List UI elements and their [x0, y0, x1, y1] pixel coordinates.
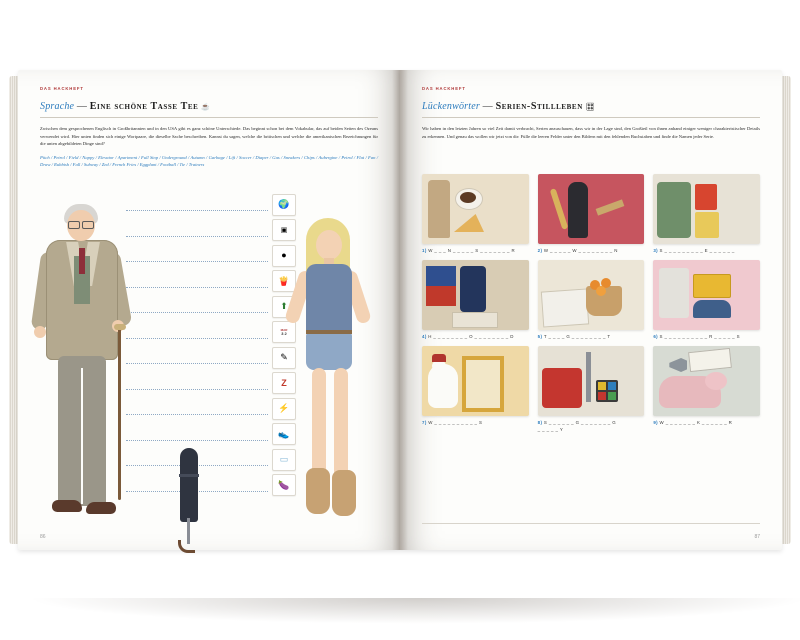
right-page: [400, 70, 782, 550]
answer-line[interactable]: [126, 224, 268, 237]
illustration-young-woman: [276, 218, 386, 548]
right-section-kicker: Lückenwörter: [422, 101, 480, 112]
puzzle-blank-text-3: S _ _ _ _ _ _ _ _ _ E _ _ _ _ _ _: [659, 248, 735, 253]
woman-leg-left: [312, 368, 326, 478]
lightning-icon: ⚡: [272, 398, 296, 420]
elevator-icon: ▣: [272, 219, 296, 241]
puzzle-cell: [422, 346, 529, 432]
gilded-frame-shape: [462, 356, 504, 412]
left-section-heading: [40, 101, 378, 112]
answer-line[interactable]: [126, 377, 268, 390]
orange-shape: [596, 286, 606, 296]
left-section-title: Eine schöne Tasse Tee: [89, 101, 199, 112]
traffic-sign-icon: ⬆: [272, 296, 296, 318]
answer-line[interactable]: [126, 275, 268, 288]
puzzle-blank-6[interactable]: [653, 334, 760, 339]
umbrella-handle: [178, 540, 195, 553]
puzzle-cell: [538, 346, 645, 432]
puzzle-image-9: [653, 346, 760, 416]
right-heading-dash: —: [479, 101, 496, 112]
book-spread: [18, 70, 782, 550]
answer-row[interactable]: [126, 345, 296, 371]
puzzle-image-2: [538, 174, 645, 244]
puzzle-image-4: [422, 260, 529, 330]
puzzle-number-8: 8): [537, 420, 543, 425]
answer-row[interactable]: [126, 371, 296, 397]
puzzle-number-1: 1): [422, 248, 427, 253]
sneaker-icon: 👟: [272, 423, 296, 445]
puzzle-cell: [422, 260, 529, 339]
right-heading-rule: [422, 117, 760, 118]
cereal-box-yellow-shape: [695, 212, 719, 238]
woman-boot-right: [332, 470, 356, 516]
left-intro-text: Zwischen dem gesprochenen Englisch in Großbritannien und in den USA gibt es ganz schöne Unterschiede. Das beginnt schon bei dem Vokabular, das auf beiden Seiten des Ozeans verwendet wird. Hier unten finden sich einige Wortpaare, die dieselbe Sache beschreiben. Kannst du sagen, welche die britischen und welche die amerikanischen Bezeichnungen für die unten abgebildeten Dinge sind?: [40, 126, 378, 147]
cube-tile-shape: [598, 392, 606, 400]
calendar-days: 3 2: [281, 330, 287, 336]
man-hand-left: [34, 326, 46, 338]
eggo-box-shape: [693, 274, 731, 298]
answer-row[interactable]: [126, 192, 296, 218]
puzzle-blank-8[interactable]: [538, 420, 645, 425]
book-drop-shadow: [26, 598, 800, 624]
man-glasses-left: [68, 221, 80, 229]
puzzle-blank-text-4: H _ _ _ _ _ _ _ _ O _ _ _ _ _ _ _ _ D: [428, 334, 514, 339]
cane-handle: [114, 324, 126, 330]
runhead-right: DAS HACKHEFT: [422, 86, 466, 91]
book-stack-shape: [452, 312, 498, 328]
trucker-cap-shape: [693, 300, 731, 318]
right-section-heading: [422, 101, 760, 112]
open-book: [18, 70, 782, 550]
answer-line[interactable]: [126, 198, 268, 211]
woman-face: [316, 230, 342, 260]
puzzle-blank-text-9: W _ _ _ _ _ _ _ K _ _ _ _ _ _ R: [659, 420, 733, 425]
flag-stripes-shape: [426, 286, 456, 306]
answer-row[interactable]: [126, 269, 296, 295]
black-circle-icon: ●: [272, 245, 296, 267]
answer-line[interactable]: [126, 300, 268, 313]
puzzle-blank-text-2: W _ _ _ _ _ W _ _ _ _ _ _ _ _ N: [543, 248, 618, 253]
puzzle-blank-8-line2[interactable]: _ _ _ _ _ Y: [537, 427, 564, 432]
puzzle-blank-2[interactable]: [538, 248, 645, 253]
puzzle-cell: [653, 346, 760, 432]
puzzle-image-6: [653, 260, 760, 330]
runhead-left: DAS HACKHEFT: [40, 86, 84, 91]
puzzle-number-6: 6): [653, 334, 659, 339]
answer-line[interactable]: [126, 351, 268, 364]
man-shoe-left: [52, 500, 82, 512]
globe-icon: 🌍: [272, 194, 296, 216]
woman-belt: [306, 330, 352, 334]
answer-row[interactable]: [126, 294, 296, 320]
left-heading-dash: —: [74, 101, 90, 112]
puzzle-blank-3[interactable]: [653, 248, 760, 253]
wooden-plank-shape: [595, 199, 624, 215]
coffee-liquid-shape: [460, 192, 476, 203]
answer-lines-column: [126, 192, 296, 498]
pencil-icon: ✎: [272, 347, 296, 369]
woman-tshirt: [306, 264, 352, 336]
page-edge-right: [782, 76, 791, 544]
open-notebook-shape: [540, 288, 588, 327]
answer-row[interactable]: [126, 320, 296, 346]
puzzle-blank-text-1: W _ _ _ N _ _ _ _ _ S _ _ _ _ _ _ _ R: [428, 248, 516, 253]
puzzle-cell: [653, 260, 760, 339]
cereal-box-red-shape: [695, 184, 717, 210]
shirt-shape: [659, 268, 689, 318]
puzzle-image-8: [538, 346, 645, 416]
man-tie: [79, 248, 85, 274]
right-intro-text: Wir haben in den letzten Jahren so viel Zeit damit verbracht, Serien anzuschauen, dass wir in der Lage sind, den Großteil von ihnen anhand einiger weniger charakteristischer Details zu erkennen. Und genau das wollen wir jetzt von dir: Fülle die leeren Felder unter den Bildern mit den fehlenden Buchstaben und finde die Namen jeder Serie.: [422, 126, 760, 139]
walking-cane: [118, 328, 121, 500]
left-section-kicker: Sprache: [40, 101, 75, 112]
answer-line[interactable]: [126, 249, 268, 262]
illustration-umbrella: [174, 448, 208, 552]
puzzle-blank-4[interactable]: [422, 334, 529, 339]
answer-row[interactable]: [126, 422, 296, 448]
answer-line[interactable]: [126, 402, 268, 415]
answer-row[interactable]: [126, 473, 296, 499]
puzzle-cell: [653, 174, 760, 253]
answer-row[interactable]: [126, 447, 296, 473]
umbrella-band: [179, 474, 199, 477]
green-jacket-shape: [657, 182, 691, 238]
trenchcoat-shape: [428, 180, 450, 238]
left-heading-rule: [40, 117, 378, 118]
puzzle-number-2: 2): [537, 248, 543, 253]
dark-robe-shape: [568, 182, 588, 238]
right-footer-rule: [422, 523, 760, 524]
puzzle-blank-1[interactable]: [422, 248, 529, 253]
puzzle-number-4: 4): [422, 334, 427, 339]
folio-left: 86: [40, 534, 46, 540]
folio-right: 87: [754, 534, 760, 540]
woman-leg-right: [334, 368, 348, 478]
answer-row[interactable]: [126, 243, 296, 269]
megaphone-shape: [669, 358, 687, 372]
answer-line[interactable]: [126, 428, 268, 441]
puzzle-cell: [422, 174, 529, 253]
cherry-pie-shape: [454, 214, 484, 232]
puzzle-cell: [538, 174, 645, 253]
puzzle-blank-text-7: W _ _ _ _ _ _ _ _ _ _ S: [428, 420, 483, 425]
pig-head-shape: [705, 372, 727, 390]
series-puzzle-grid: [422, 174, 760, 432]
puzzle-blank-text-5: T _ _ _ _ G _ _ _ _ _ _ _ _ T: [543, 334, 611, 339]
cube-tile-shape: [608, 392, 616, 400]
remote-control-icon: 🎛: [585, 103, 595, 111]
answer-row[interactable]: [126, 218, 296, 244]
puzzle-blank-9[interactable]: [653, 420, 760, 425]
cube-tile-shape: [598, 382, 606, 390]
puzzle-cell: [538, 260, 645, 339]
puzzle-blank-text-8: S _ _ _ _ _ _ G _ _ _ _ _ _ _ G: [543, 420, 617, 425]
man-leg-split: [81, 368, 83, 504]
puzzle-number-5: 5): [537, 334, 543, 339]
nappy-icon: ▭: [272, 449, 296, 471]
puzzle-blank-text-6: S _ _ _ _ _ _ _ _ _ _ R _ _ _ _ _ S: [659, 334, 740, 339]
puzzle-image-7: [422, 346, 529, 416]
page-edge-left: [9, 76, 18, 544]
woman-shorts: [306, 332, 352, 370]
puzzle-number-3: 3): [653, 248, 659, 253]
man-glasses-right: [82, 221, 94, 229]
puzzle-image-5: [538, 260, 645, 330]
left-wordlist: Pitch / Petrol / Field / Nappy / Elevator / Apartment / Full Stop / Underground / Autumn / Garbage / Lift / Soccer / Diaper / Gas / Sneakers / Chips / Aubergine / Petrol / Flat / Fan / Draw / Rubbish / Fall / Subway / Zed / French Fries / Eggplant / Football / Tie / Trainers: [40, 154, 378, 168]
man-shoe-right: [86, 502, 116, 514]
fez-hat-shape: [432, 354, 446, 362]
teacup-icon: ☕: [201, 103, 211, 111]
right-section-title: Serien-Stillleben: [495, 101, 583, 112]
golden-hand-shape: [549, 188, 568, 230]
woman-boot-left: [306, 468, 330, 514]
calendar-month: MAR: [280, 327, 288, 332]
umbrella-shaft-shape: [586, 352, 591, 402]
umbrella-canopy: [180, 448, 198, 522]
aubergine-icon: 🍆: [272, 474, 296, 496]
cube-tile-shape: [608, 382, 616, 390]
puzzle-number-7: 7): [422, 420, 427, 425]
answer-row[interactable]: [126, 396, 296, 422]
puzzle-image-1: [422, 174, 529, 244]
puzzle-blank-5[interactable]: [538, 334, 645, 339]
sign-shape: [688, 348, 732, 372]
book-gutter: [392, 70, 408, 550]
french-fries-icon: 🍟: [272, 270, 296, 292]
letter-z-icon: Z: [272, 372, 296, 394]
red-tshirt-shape: [542, 368, 582, 408]
puzzle-blank-7[interactable]: [422, 420, 529, 425]
navy-suit-shape: [460, 266, 486, 312]
illustration-old-man: [34, 200, 130, 540]
puzzle-image-3: [653, 174, 760, 244]
puzzle-number-9: 9): [653, 420, 659, 425]
left-page: [18, 70, 400, 550]
answer-line[interactable]: [126, 326, 268, 339]
